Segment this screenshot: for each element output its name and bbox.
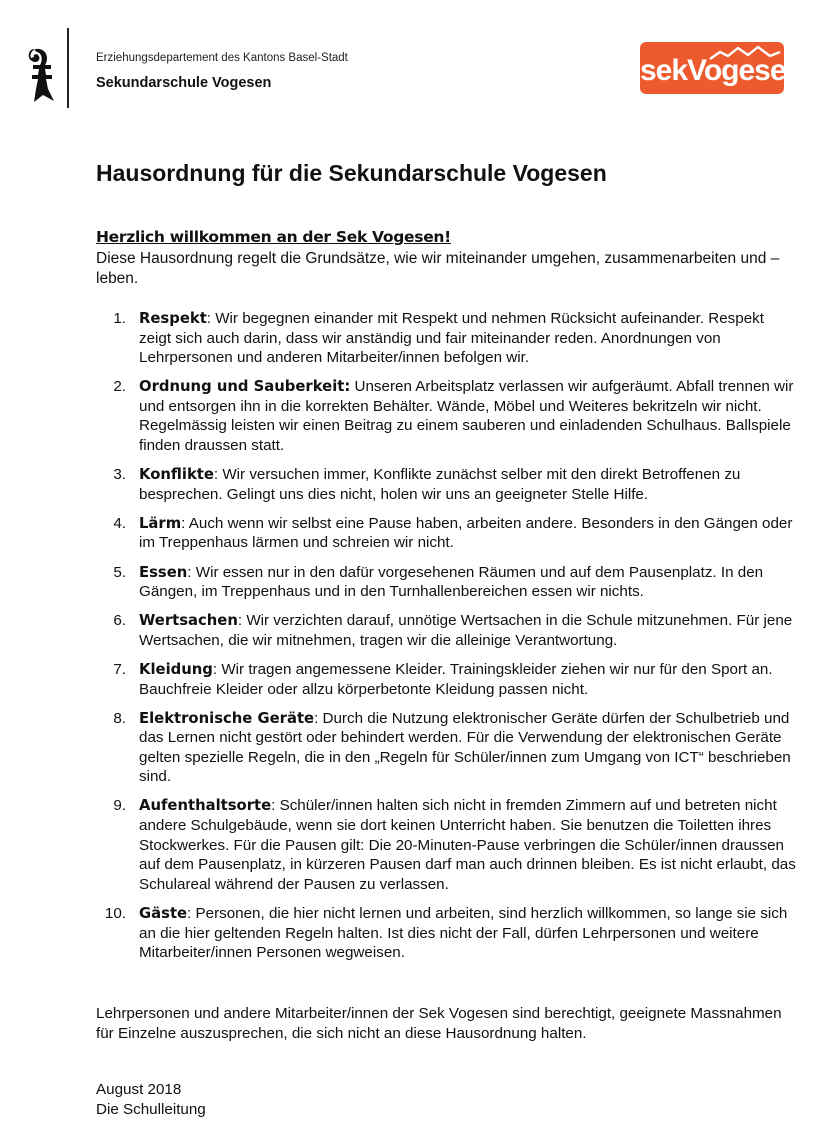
signature: Die Schulleitung [96, 1101, 206, 1118]
rule-item-7 [96, 660, 796, 699]
rule-text: : Durch die Nutzung elektronischer Geräte dürfen der Schulbetrieb und das Lernen nicht gestört oder behindert werden. Für die Verwendung der elektronischen Geräte gelten spezielle Regeln, die in den „Regeln für Schüler/innen zum Umgang von ICT“ beschrieben sind. [139, 709, 791, 786]
rule-text: : Wir essen nur in den dafür vorgesehenen Räumen und auf dem Pausenplatz. In den Gängen, im Treppenhaus und in den Turnhallenbereichen essen wir nichts. [139, 563, 764, 601]
sek-vogesen-logo [640, 42, 803, 94]
rule-text: : Schüler/innen halten sich nicht in fremden Zimmern auf und betreten nicht andere Schulgebäude, wenn sie dort keinen Unterricht haben. Sie benutzen die Toiletten ihres Stockwerkes. Für die Pausen gilt: Die 20-Minuten-Pause verbringen die Schüler/innen draussen auf dem Pausenplatz, in kürzeren Pausen darf man auch drinnen bleiben. Es ist nicht erlaubt, das Schulareal während der Pausen zu verlassen. [139, 797, 796, 893]
rules-list [96, 309, 796, 972]
rule-term: Respekt [139, 310, 207, 327]
closing-paragraph: Lehrpersonen und andere Mitarbeiter/innen der Sek Vogesen sind berechtigt, geeignete Massnahmen für Einzelne auszusprechen, die sich nicht an diese Hausordnung halten. [96, 1005, 782, 1042]
document-date: August 2018 [96, 1081, 182, 1098]
school-name: Sekundarschule Vogesen [96, 75, 272, 91]
rule-text: Unseren Arbeitsplatz verlassen wir aufgeräumt. Abfall trennen wir und entsorgen ihn in die korrekten Behälter. Wände, Möbel und Weiteres bekritzeln wir nicht. Regelmässig leisten wir einen Beitrag zu einem sauberen und einladenden Schulhaus. Ballspiele finden draussen statt. [139, 378, 794, 455]
rule-term: Elektronische Geräte [139, 709, 315, 727]
rule-item-5 [96, 563, 796, 602]
rule-item-8 [96, 709, 796, 787]
header-divider [67, 28, 69, 108]
rule-item-9 [96, 796, 796, 894]
rule-item-1 [96, 309, 796, 368]
rule-text: : Wir versuchen immer, Konflikte zunächst selber mit den direkt Betroffenen zu besprechen. Gelingt uns dies nicht, holen wir uns an geeigneter Stelle Hilfe. [139, 466, 741, 503]
rule-term: Essen [139, 563, 188, 581]
page-title: Hausordnung für die Sekundarschule Vogesen [96, 160, 607, 186]
rule-text: : Wir verzichten darauf, unnötige Wertsachen in die Schule mitzunehmen. Für jene Wertsachen, die wir mitnehmen, tragen wir die alleinige Verantwortung. [139, 612, 793, 649]
rule-term: Ordnung und Sauberkeit: [139, 378, 351, 396]
rule-number: 9. [113, 797, 126, 815]
rule-text: : Auch wenn wir selbst eine Pause haben, arbeiten andere. Besonders in den Gängen oder im Treppenhaus lärmen und schreien wir nicht. [139, 514, 793, 552]
rule-term: Wertsachen [139, 612, 238, 630]
rule-text: : Wir tragen angemessene Kleider. Trainingskleider ziehen wir nur für den Sport an. Bauchfreie Kleider oder allzu körperbetonte Kleidung passen nicht. [139, 660, 773, 698]
rule-number: 8. [113, 709, 126, 727]
rule-number: 7. [113, 660, 126, 678]
rule-number: 1. [113, 310, 126, 327]
rule-term: Aufenthaltsorte [139, 797, 272, 815]
rule-number: 10. [104, 904, 126, 922]
rule-item-2 [96, 377, 796, 455]
logo-text: sekVogesen [640, 54, 803, 87]
welcome-heading: Herzlich willkommen an der Sek Vogesen! [96, 228, 451, 246]
rule-number: 4. [113, 514, 126, 532]
rule-term: Konflikte [139, 466, 214, 484]
rule-item-10 [96, 904, 796, 963]
rule-number: 6. [113, 612, 126, 630]
basel-crozier-icon [25, 45, 59, 105]
rule-term: Lärm [139, 514, 182, 532]
intro-paragraph: Diese Hausordnung regelt die Grundsätze, wie wir miteinander umgehen, zusammenarbeiten und –leben. [96, 250, 780, 287]
rule-item-3 [96, 465, 796, 504]
rule-term: Gäste [139, 904, 188, 922]
rule-item-4 [96, 514, 796, 553]
rule-text: : Personen, die hier nicht lernen und arbeiten, sind herzlich willkommen, so lange sie sich an die hier geltenden Regeln halten. Ist dies nicht der Fall, dürfen Lehrpersonen und weitere Mitarbeiter/innen Personen wegweisen. [139, 904, 788, 962]
rule-number: 5. [113, 563, 126, 581]
department-name: Erziehungsdepartement des Kantons Basel-Stadt [96, 52, 348, 64]
rule-number: 3. [113, 466, 126, 484]
rule-number: 2. [113, 378, 126, 396]
rule-term: Kleidung [139, 660, 213, 678]
rule-text: : Wir begegnen einander mit Respekt und nehmen Rücksicht aufeinander. Respekt zeigt sich auch darin, dass wir anständig und fair miteinander reden. Anordnungen von Lehrpersonen und anderen Mitarbeiter/innen befolgen wir. [139, 310, 764, 367]
rule-item-6 [96, 611, 796, 650]
